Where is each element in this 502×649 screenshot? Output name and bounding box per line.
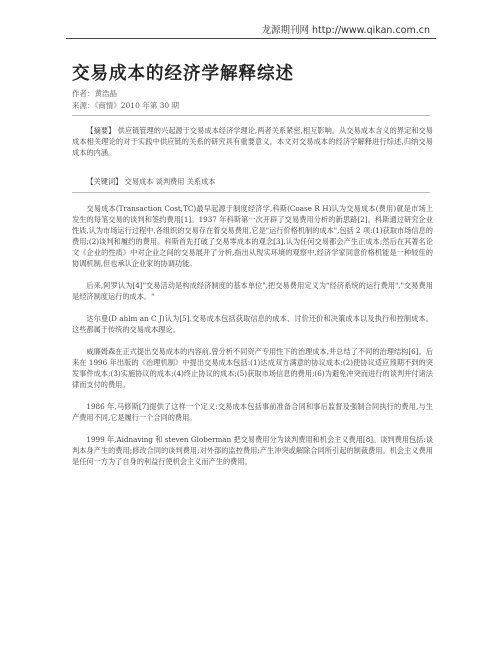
meta-divider — [72, 115, 430, 116]
keywords-divider — [72, 192, 430, 193]
body-paragraph: 1986 年,马修斯[7]提供了这样一个定义:交易成本包括事前准备合同和事后监督及强制合同执行的费用,与生产费用不同,它是履行一个合同的费用。 — [72, 402, 433, 422]
site-header[interactable]: 龙源期刊网 http://www.qikan.com.cn — [261, 25, 430, 36]
author-label: 作者： — [72, 89, 95, 98]
author-line — [72, 89, 117, 99]
body-paragraph: 达尔曼(D ahlm an C J)认为[5],交易成本包括获取信息的成本、讨价还价和决策成本以及执行和控制成本。这些都属于传统的交易成本理论。 — [72, 314, 433, 334]
author-name: 黄浩晶 — [94, 89, 117, 98]
source-label: 来源： — [72, 101, 95, 110]
source-name: 《商情》2010 年第 30 期 — [94, 101, 180, 110]
keywords — [72, 176, 433, 198]
body-paragraph: 1999 年,Aidnaving 和 steven Globerman 把交易费用分为谈判费用和机会主义费用[8]。谈判费用包括:谈判本身产生的费用;修改合同的谈判费用;对外部的监控费用;产生冲突或解除合同所引起的制裁费用。机会主义费用是任何一方为了自身的利益行使机会主义而产生的费用。 — [72, 435, 434, 466]
header-divider — [66, 38, 436, 39]
article-title: 交易成本的经济学解释综述 — [72, 64, 294, 84]
source-line — [72, 101, 179, 111]
body-paragraph: 威廉姆森在正式提出交易成本的内容前,曾分析不同资产专用性下的治理成本,并总结了不同的治理结构[6]。后来在 1996 年出版的《治理机制》中提出交易成本包括:(1)达成双方满意的协议成本;(2)使协议适应预期不到的突发事件成本;(3)实施协议的成本;(4)终止协议的成本;(5)获取市场信息的费用;(6)为避免冲突而进行的谈判并付诸法律而支付的费用。 — [72, 347, 433, 389]
abstract-text: 供应链管理的兴起源于交易成本经济学理论,两者关系紧密,相互影响。从交易成本含义的界定和交易成本相关理论的对于实践中供应链的关系的研究具有重要意义。本文对交易成本的经济学解释进行综述,归纳交易成本的内涵。 — [72, 126, 433, 157]
keywords-label: 【关键词】 — [86, 177, 123, 186]
article-body — [72, 203, 433, 478]
body-paragraph: 后来,阿罗认为[4]"交易活动是构成经济制度的基本单位",把交易费用定义为"经济系统的运行费用","交易费用是经济制度运行的成本。" — [72, 281, 433, 301]
keywords-text: 交易成本 谈判费用 关系成本 — [124, 177, 216, 186]
abstract — [72, 125, 433, 169]
body-paragraph: 交易成本(Transaction Cost,TC)最早起源于制度经济学,科斯(Coase R H)认为交易成本(费用)就是市场上发生的每笔交易的谈判和签约费用[1]。1937 年科斯第一次开辟了交易费用分析的新思路[2]。科斯通过研究企业性质,认为市场运行过程中,各组织的交易存在着交易费用,它是"运行价格机制的成本",包括 2 项:(1)获取市场信息的费用;(2)谈判和履约的费用。科斯首先打破了交易零成本的观念[3],认为任何交易都会产生正成本;然后在其著名论文《企业的性质》中对企业之间的交易展开了分析,指出从现实环境的观察中,经济学家同意价格机能是一种较佳的协调机制,但也承认企业家的协调功能。 — [72, 204, 433, 268]
abstract-label: 【摘要】 — [86, 126, 116, 135]
